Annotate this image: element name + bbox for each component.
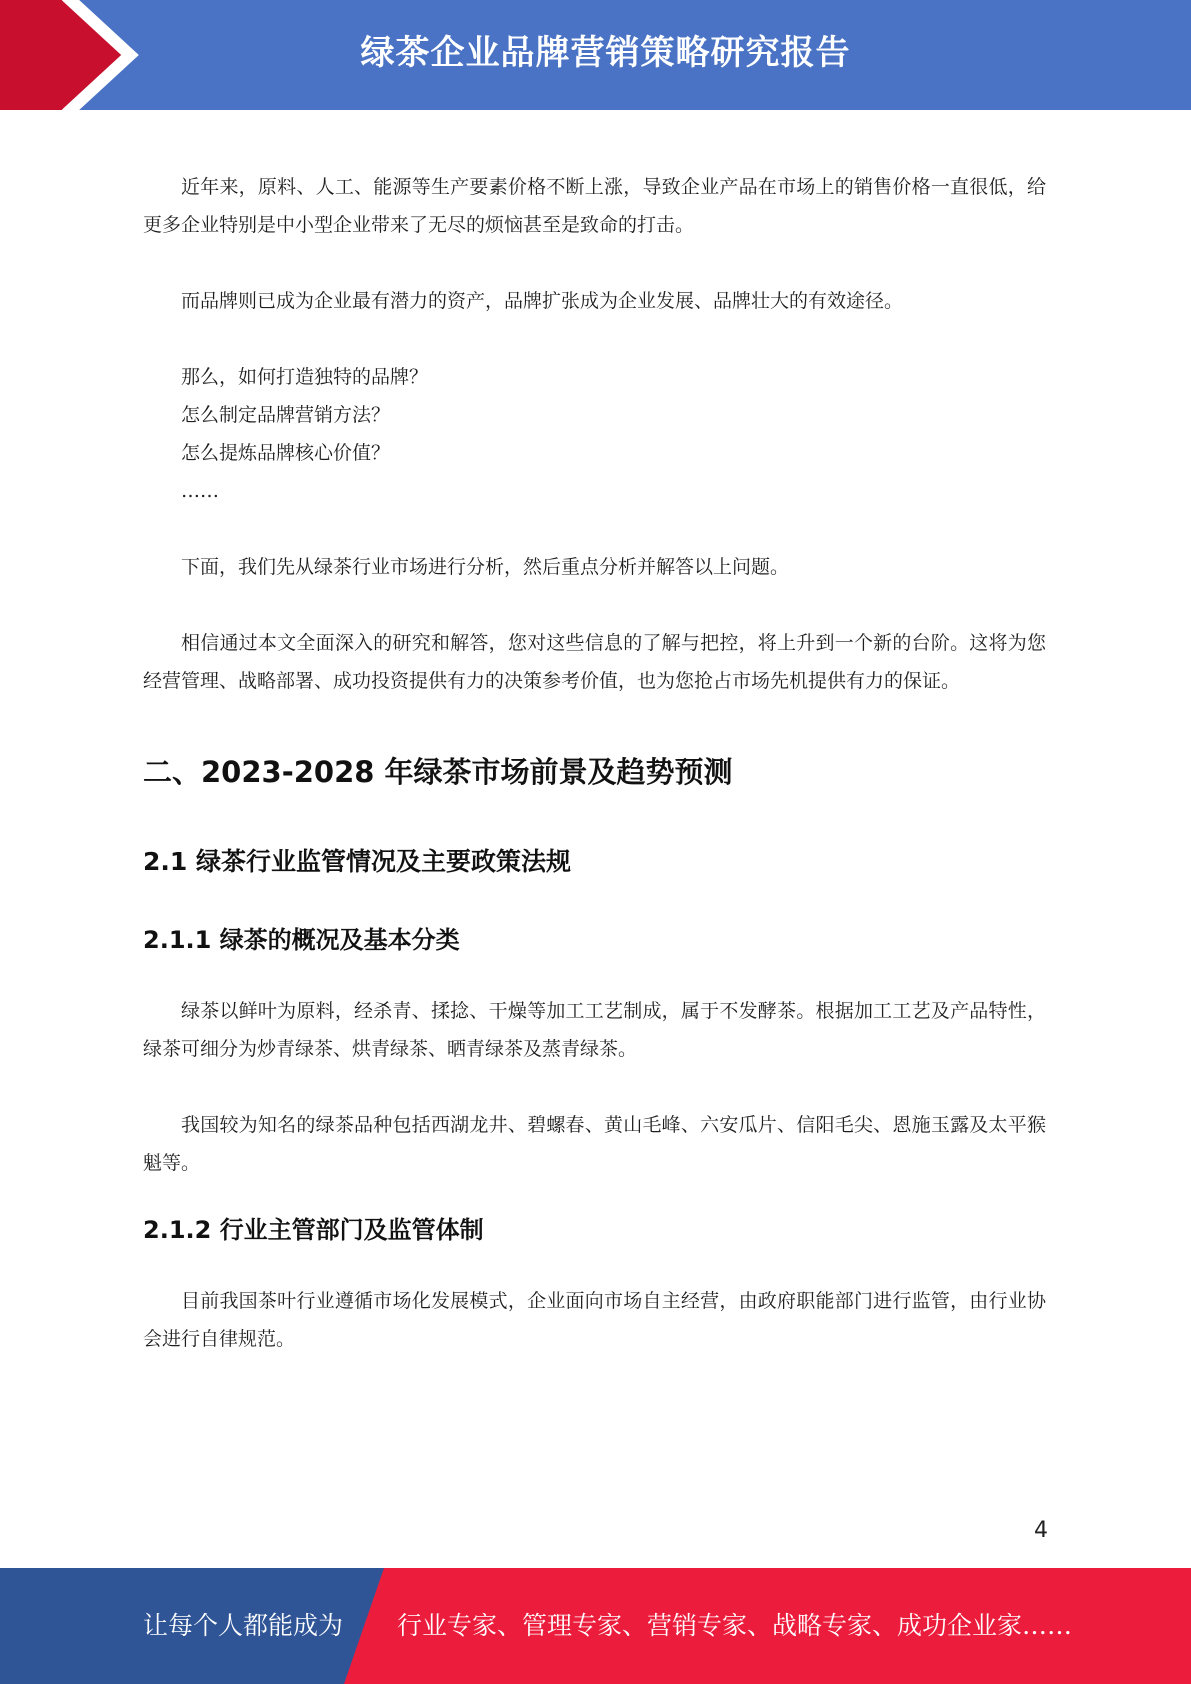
paragraph-2-1-1-b: 我国较为知名的绿茶品种包括西湖龙井、碧螺春、黄山毛峰、六安瓜片、信阳毛尖、恩施玉露及太平猴魁等。: [143, 1114, 1046, 1174]
page-header: [0, 0, 1191, 110]
question-item-ellipsis: ……: [181, 480, 219, 502]
intro-paragraph-2: 而品牌则已成为企业最有潜力的资产，品牌扩张成为企业发展、品牌壮大的有效途径。: [181, 290, 904, 312]
question-item-3: 怎么提炼品牌核心价值？: [181, 442, 391, 464]
intro-paragraph-1: 近年来，原料、人工、能源等生产要素价格不断上涨，导致企业产品在市场上的销售价格一直很低，给更多企业特别是中小型企业带来了无尽的烦恼甚至是致命的打击。: [143, 176, 1046, 236]
paragraph-2-1-2-a: 目前我国茶叶行业遵循市场化发展模式，企业面向市场自主经营，由政府职能部门进行监管，由行业协会进行自律规范。: [143, 1290, 1046, 1350]
page-footer: [0, 1568, 1191, 1684]
subsection-heading-2-1: 2.1 绿茶行业监管情况及主要政策法规: [143, 847, 571, 876]
page-number: 4: [1034, 1518, 1048, 1543]
section-heading-2: 二、2023-2028 年绿茶市场前景及趋势预测: [143, 755, 733, 789]
paragraph-2-1-1-a: 绿茶以鲜叶为原料，经杀青、揉捻、干燥等加工工艺制成，属于不发酵茶。根据加工工艺及产品特性，绿茶可细分为炒青绿茶、烘青绿茶、晒青绿茶及蒸青绿茶。: [143, 1000, 1046, 1060]
question-item-1: 那么，如何打造独特的品牌？: [181, 366, 429, 388]
footer-slogan-right: 行业专家、管理专家、营销专家、战略专家、成功企业家……: [397, 1611, 1073, 1640]
question-list: [143, 358, 1046, 510]
question-item-2: 怎么制定品牌营销方法？: [181, 404, 391, 426]
intro-paragraph-3: 下面，我们先从绿茶行业市场进行分析，然后重点分析并解答以上问题。: [181, 556, 790, 578]
subsection-heading-2-1-1: 2.1.1 绿茶的概况及基本分类: [143, 926, 460, 954]
subsection-heading-2-1-2: 2.1.2 行业主管部门及监管体制: [143, 1216, 484, 1244]
intro-paragraph-4: 相信通过本文全面深入的研究和解答，您对这些信息的了解与把控，将上升到一个新的台阶。这将为您经营管理、战略部署、成功投资提供有力的决策参考价值，也为您抢占市场先机提供有力的保证。: [143, 632, 1046, 692]
footer-slogan-left: 让每个人都能成为: [143, 1611, 344, 1640]
document-body: [143, 168, 1046, 1358]
report-title: 绿茶企业品牌营销策略研究报告: [360, 33, 851, 73]
